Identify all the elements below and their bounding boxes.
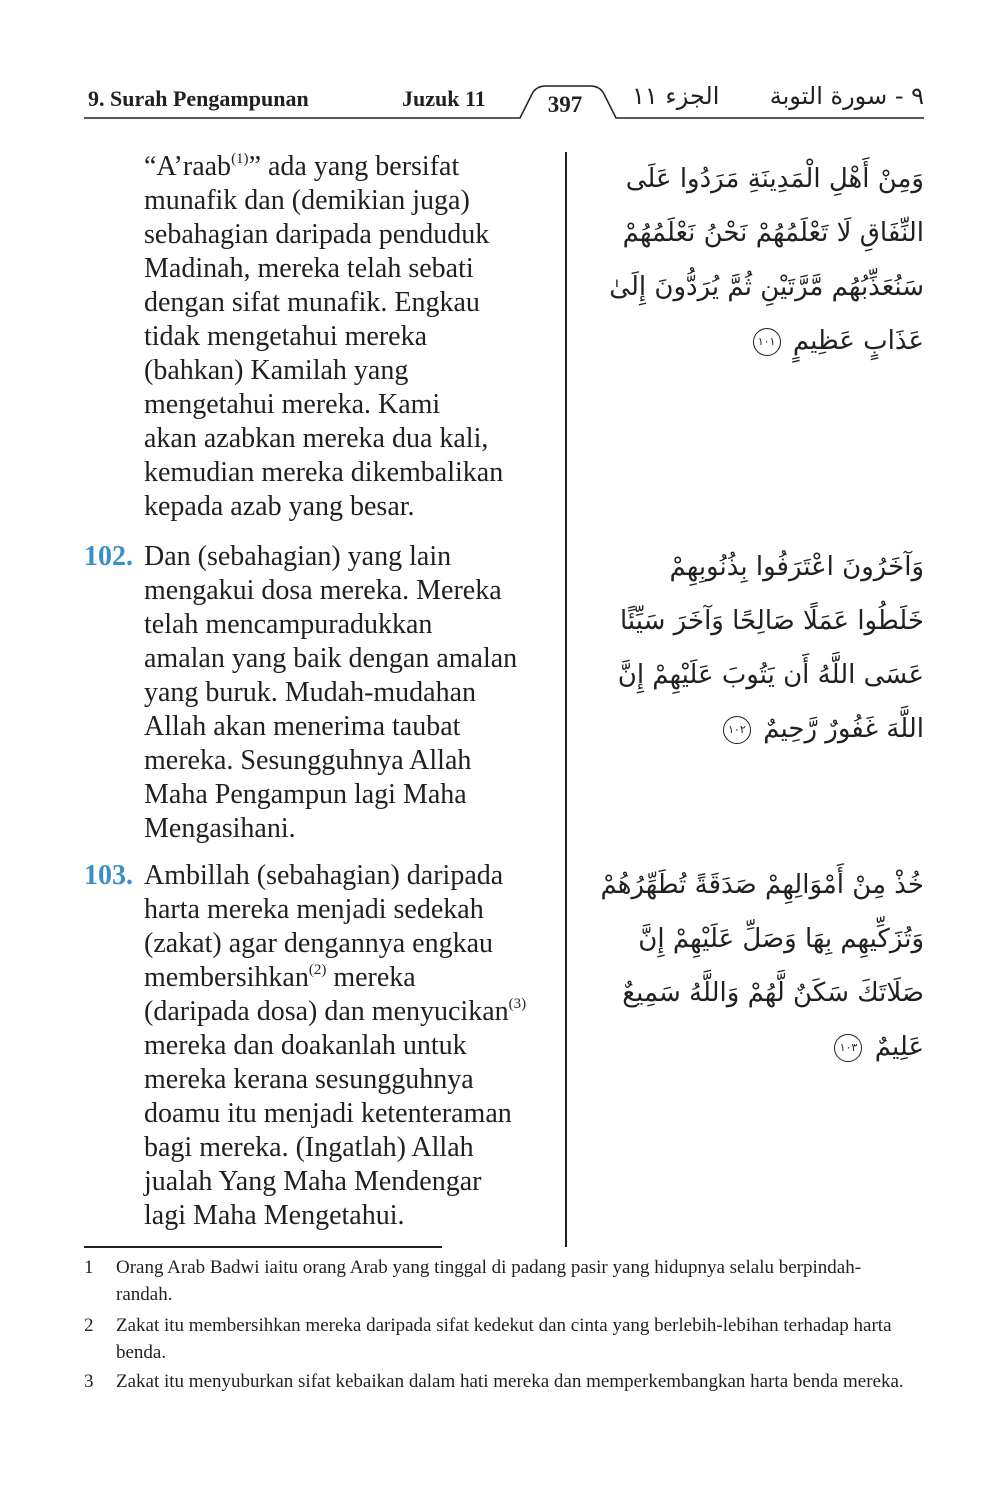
juzuk-label-latin: Juzuk 11 — [402, 86, 486, 111]
footnote-ref-1: (1) — [231, 151, 249, 167]
footnote-text: Zakat itu membersihkan mereka daripada sifat kedekut dan cinta yang berlebih-lebihan terhadap harta benda. — [116, 1315, 892, 1363]
footnote-ref-3: (3) — [508, 996, 527, 1012]
verse-translation-102 — [84, 540, 558, 846]
surah-title-arabic: ٩ - سورة التوبة — [769, 82, 924, 110]
footnote-2 — [84, 1312, 916, 1366]
arabic-verse-103: خُذْ مِنْ أَمْوَالِهِمْ صَدَقَةً تُطَهِّرُهُمْ وَتُزَكِّيهِم بِهَا وَصَلِّ عَلَيْهِمْ إِنَّ صَلَاتَكَ سَكَنٌ لَّهُمْ وَاللَّهُ سَمِيعٌ عَلِيمٌ ١٠٣ — [600, 870, 924, 1062]
verse-text: “A’raab$^{(1)}$” ada yang bersifat munafik dan (demikian juga) sebahagian daripada penduduk Madinah, mereka telah sebati dengan sifat munafik. Engkau tidak mengetahui mereka (bahkan) Kamilah yang mengetahui mereka. Kami akan azabkan mereka dua kali, kemudian mereka dikembalikan kepada azab yang besar. — [144, 151, 504, 522]
verse-number: 102. — [84, 541, 133, 572]
ayah-end-marker: ١٠٢ — [723, 716, 751, 744]
ayah-end-marker: ١٠١ — [753, 328, 781, 356]
column-divider — [565, 152, 567, 1247]
juzuk-label-arabic: الجزء ١١ — [632, 82, 720, 110]
footnote-number: 3 — [84, 1371, 94, 1392]
footnote-divider — [84, 1246, 442, 1248]
footnote-number: 1 — [84, 1257, 94, 1278]
page-header — [84, 80, 924, 124]
ayah-end-marker: ١٠٣ — [834, 1034, 862, 1062]
surah-title-latin: 9. Surah Pengampunan — [88, 86, 309, 111]
arabic-verse-101: وَمِنْ أَهْلِ الْمَدِينَةِ مَرَدُوا عَلَى النِّفَاقِ لَا تَعْلَمُهُمْ نَحْنُ نَعْلَمُهُمْ سَنُعَذِّبُهُم مَّرَّتَيْنِ ثُمَّ يُرَدُّونَ إِلَىٰ عَذَابٍ عَظِيمٍ ١٠١ — [609, 164, 924, 356]
footnote-3 — [84, 1368, 916, 1395]
footnote-ref-2: (2) — [308, 962, 327, 978]
verse-text: Dan (sebahagian) yang lain mengakui dosa mereka. Mereka telah mencampuradukkan amalan yang baik dengan amalan yang buruk. Mudah-mudahan Allah akan menerima taubat mereka. Sesungguhnya Allah Maha Pengampun lagi Maha Mengasihani. — [144, 541, 518, 844]
verse-translation-101 — [84, 150, 558, 524]
verse-number: 103. — [84, 860, 133, 891]
footnote-1 — [84, 1254, 916, 1308]
footnote-text: Zakat itu menyuburkan sifat kebaikan dalam hati mereka dan memperkembangkan harta benda mereka. — [116, 1371, 904, 1392]
footnote-number: 2 — [84, 1315, 94, 1336]
footnote-text: Orang Arab Badwi iaitu orang Arab yang tinggal di padang pasir yang hidupnya selalu berpindah-randah. — [116, 1257, 862, 1305]
arabic-verse-102: وَآخَرُونَ اعْتَرَفُوا بِذُنُوبِهِمْ خَلَطُوا عَمَلًا صَالِحًا وَآخَرَ سَيِّئًا عَسَى اللَّهُ أَن يَتُوبَ عَلَيْهِمْ إِنَّ اللَّهَ غَفُورٌ رَّحِيمٌ ١٠٢ — [617, 552, 924, 744]
page-number: 397 — [547, 92, 583, 117]
verse-text: Ambillah (sebahagian) daripada harta mereka menjadi sedekah (zakat) agar dengannya engkau membersihkan$^{(2)}$ mereka (daripada dosa) dan menyucikan$^{(3)}$ mereka dan doakanlah untuk mereka kerana sesungguhnya doamu itu menjadi ketenteraman bagi mereka. (Ingatlah) Allah jualah Yang Maha Mendengar lagi Maha Mengetahui. — [144, 860, 527, 1231]
verse-translation-103 — [84, 859, 558, 1233]
